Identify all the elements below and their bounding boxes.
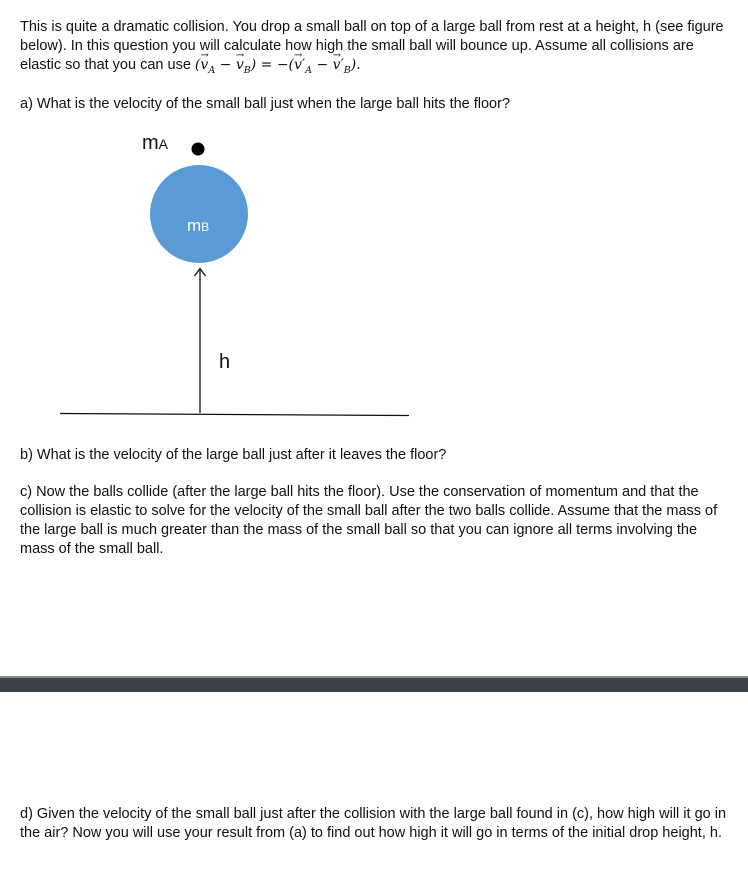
large-ball-mass-label: mB	[187, 216, 210, 235]
height-label: h	[219, 351, 231, 373]
question-b: b) What is the velocity of the large ball just after it leaves the floor?	[20, 447, 447, 463]
question-d: d) Given the velocity of the small ball just after the collision with the large ball found in (c), how high will it go in the air? Now you will use your result from (a) to find out how high it will go in terms of the initial drop height, h.	[20, 806, 727, 841]
small-ball	[192, 143, 205, 156]
floor-line	[60, 414, 409, 416]
question-a: a) What is the velocity of the small ball just when the large ball hits the floor?	[20, 96, 511, 112]
page-break-bar	[0, 678, 748, 692]
intro-text: This is quite a dramatic collision. You drop a small ball on top of a large ball from rest at a height, h (see figure below). In this question you will calculate how high the small ball will bounce up. Assume all collisions are elastic so that you can use	[20, 19, 724, 73]
large-ball	[150, 165, 248, 263]
small-ball-mass-label: mA	[142, 132, 169, 154]
question-c: c) Now the balls collide (after the large ball hits the floor). Use the conservation of momentum and that the collision is elastic to solve for the velocity of the small ball after the two balls collide. Assume that the mass of the large ball is much greater than the mass of the small ball so that you can ignore all terms involving the mass of the small ball.	[20, 484, 718, 557]
elastic-equation: (→ $v_A$ − → $v_B$) = −(→ $v'_A$ − → $v'_B$).	[195, 57, 361, 73]
